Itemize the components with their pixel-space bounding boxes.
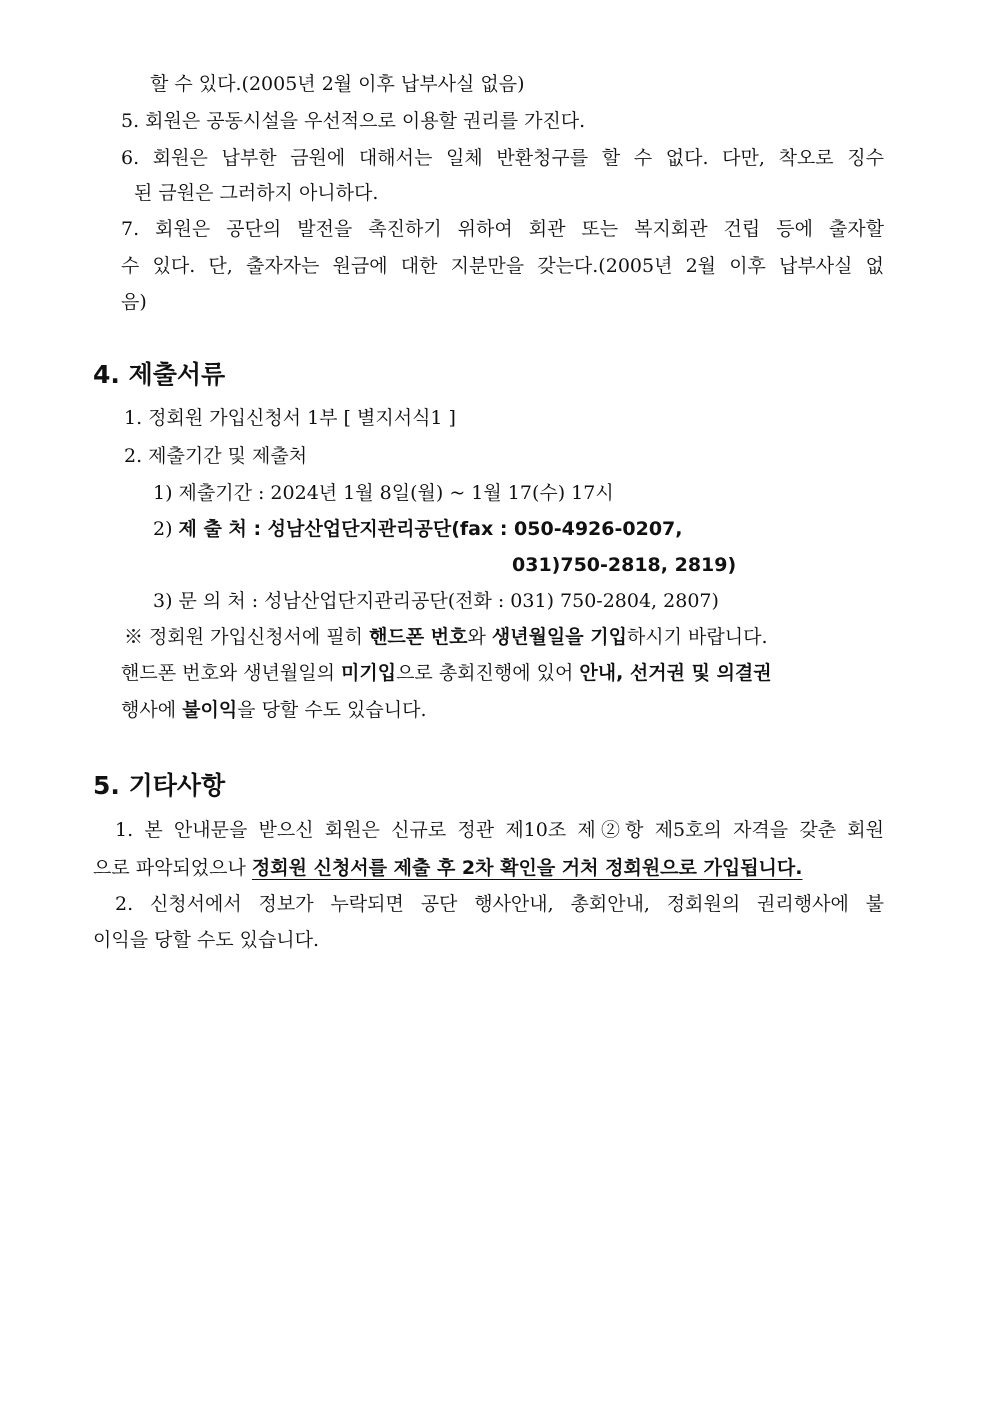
notice-line-3 (121, 697, 427, 723)
submission-period: 1) 제출기간 : 2024년 1월 8일(월) ~ 1월 17(수) 17시 (153, 482, 614, 504)
sec3-item-6-line-2: 된 금원은 그러하지 아니하다. (134, 182, 379, 204)
inquiry-contact: 3) 문 의 처 : 성남산업단지관리공단(전화 : 031) 750-2804, 2807) (153, 590, 719, 612)
section-4-heading: 4. 제출서류 (93, 360, 226, 389)
notice-line-1 (124, 624, 768, 650)
notice-emphasis: 핸드폰 번호 (369, 626, 468, 648)
notice-text: 으로 총회진행에 있어 (396, 662, 580, 684)
section-5-heading: 5. 기타사항 (93, 771, 226, 800)
sec5-item-2-line-1: 2. 신청서에서 정보가 누락되면 공단 행사안내, 총회안내, 정회원의 권리행사에 불 (115, 893, 884, 915)
submission-place-number: 2) (153, 518, 179, 540)
notice-emphasis: 안내, 선거권 및 의결권 (579, 662, 772, 684)
sec5-item-1-line-2 (93, 855, 802, 881)
sec5-item-2-line-2: 이익을 당할 수도 있습니다. (93, 929, 320, 951)
sec3-item-7-line-2: 수 있다. 단, 출자자는 원금에 대한 지분만을 갖는다.(2005년 2월 이후 납부사실 없 (121, 255, 884, 277)
sec4-item-2: 2. 제출기간 및 제출처 (124, 445, 308, 467)
notice-emphasis: 생년월일을 기입 (491, 626, 627, 648)
sec3-item-7-line-3: 음) (121, 291, 147, 313)
membership-registration-emphasis: 정회원 신청서를 제출 후 2차 확인을 거처 정회원으로 가입됩니다. (251, 857, 803, 879)
notice-text: ※ 정회원 가입신청서에 필히 (124, 626, 370, 648)
sec4-item-1: 1. 정회원 가입신청서 1부 [ 별지서식1 ] (124, 407, 456, 429)
notice-text: 와 (467, 626, 492, 648)
notice-text: 을 당할 수도 있습니다. (237, 699, 427, 721)
sec5-item-1-line-1: 1. 본 안내문을 받으신 회원은 신규로 정관 제10조 제②항 제5호의 자격을 갖춘 회원 (115, 819, 884, 841)
notice-text: 핸드폰 번호와 생년월일의 (121, 662, 342, 684)
sec3-item-6-line-1: 6. 회원은 납부한 금원에 대해서는 일체 반환청구를 할 수 없다. 다만, 착오로 징수 (121, 147, 884, 169)
sec3-line-1: 할 수 있다.(2005년 2월 이후 납부사실 없음) (150, 73, 525, 95)
notice-line-2 (121, 660, 772, 686)
sec3-item-7-line-1: 7. 회원은 공단의 발전을 촉진하기 위하여 회관 또는 복지회관 건립 등에 출자할 (121, 218, 884, 240)
submission-place (153, 516, 682, 542)
sec3-item-5: 5. 회원은 공동시설을 우선적으로 이용할 권리를 가진다. (121, 110, 586, 132)
submission-place-detail: 제 출 처 : 성남산업단지관리공단(fax : 050-4926-0207, (178, 518, 683, 540)
notice-emphasis: 미기입 (341, 662, 397, 684)
submission-place-fax-continued: 031)750-2818, 2819) (512, 554, 737, 576)
notice-emphasis: 불이익 (182, 699, 238, 721)
sec5-item-1-text: 으로 파악되었으나 (93, 857, 252, 879)
notice-text: 행사에 (121, 699, 183, 721)
notice-text: 하시기 바랍니다. (626, 626, 768, 648)
